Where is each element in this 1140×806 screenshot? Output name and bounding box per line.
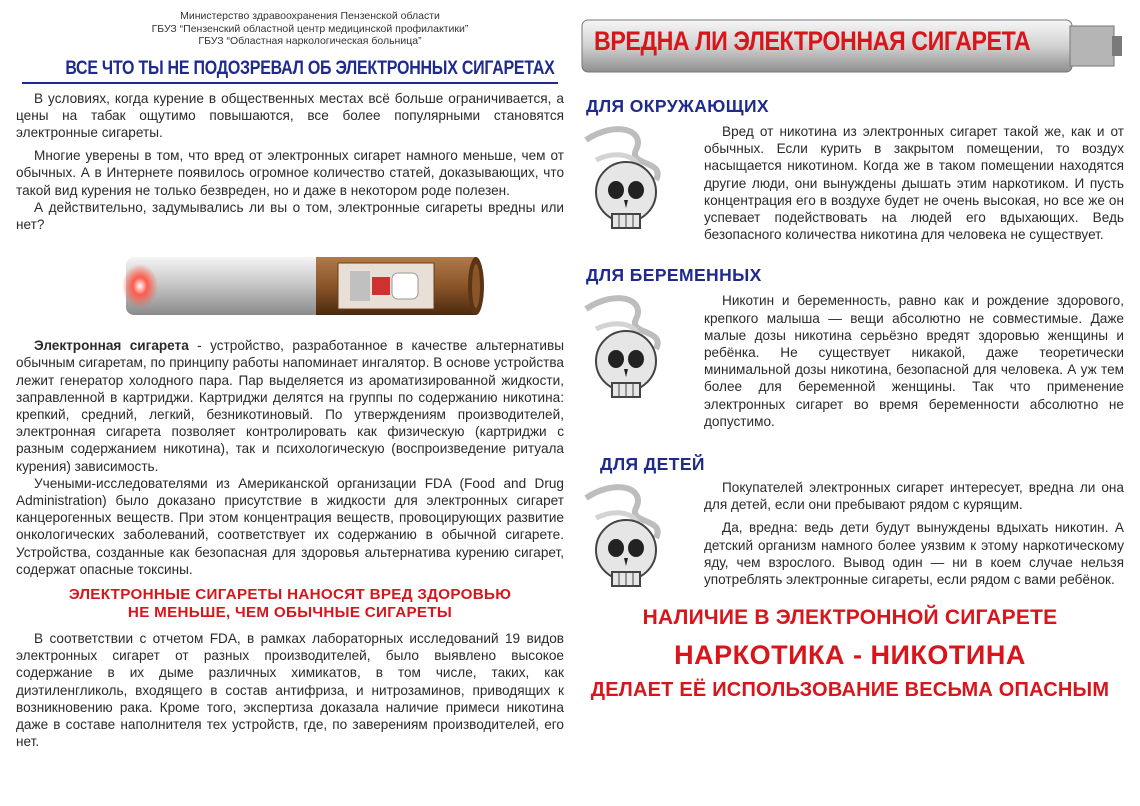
conclusion-block xyxy=(576,606,1124,702)
section-children xyxy=(576,454,1124,588)
page-title: ВСЕ ЧТО ТЫ НЕ ПОДОЗРЕВАЛ ОБ ЭЛЕКТРОННЫХ СИГАРЕТАХ xyxy=(65,56,555,79)
org-line-ministry: Министерство здравоохранения Пензенской области xyxy=(180,10,440,22)
banner-title: ВРЕДНА ЛИ ЭЛЕКТРОННАЯ СИГАРЕТА xyxy=(594,26,1031,56)
intro-paragraph-1: В условиях, когда курение в общественных местах всё больше ограничивается, а цены на табак ощутимо повышаются, все более популярными становятся электронные сигареты. xyxy=(16,90,564,140)
section-heading-surroundings: ДЛЯ ОКРУЖАЮЩИХ xyxy=(586,96,769,116)
definition-term: Электронная сигарета xyxy=(34,338,189,354)
title-banner xyxy=(580,10,1124,82)
section-paragraph: Да, вредна: ведь дети будут вынуждены вдыхать никотин. А детский организм намного более уязвим к этому наркотическому яду, чем взрослого. Вывод один — ни в коем случае нельзя употреблять электронные сигареты, если рядом с вами ребёнок. xyxy=(704,520,1124,588)
definition-text: - устройство, разработанное в качестве альтернативы обычным сигаретам, по принципу работы напоминает ингалятор. В основе устройства лежит генератор холодного пара. Пар выделяется из ароматизированной жидкости, заправленной в картриджи. Картриджи делятся на группы по содержанию никотина: крепкий, средний, легкий, безникотиновый. По утверждениям производителей, электронная сигарета позволяет контролировать как физическую (картриджи с разным содержанием никотина), так и психологическую (воспроизведение ритуала курения) зависимость. xyxy=(16,338,564,474)
org-line-narcology-hospital: ГБУЗ “Областная наркологическая больница” xyxy=(198,35,422,47)
org-line-prevention-center: ГБУЗ “Пензенский областной центр медицинской профилактики” xyxy=(151,22,469,35)
section-heading-children: ДЛЯ ДЕТЕЙ xyxy=(600,454,705,475)
fda-paragraph: Учеными-исследователями из Американской организации FDA (Food and Drug Administration) было доказано присутствие в жидкости для электронных сигарет канцерогенных веществ. При этом концентрация веществ, провоцирующих развитие онкологических заболеваний, соответствует их содержанию в обычной сигарете. Устройства, созданные как безопасная для здоровья альтернатива курению сигарет, содержат опасные токсины. xyxy=(16,475,564,577)
left-column xyxy=(16,10,564,800)
skull-smoke-illustration xyxy=(576,478,696,603)
right-column xyxy=(576,10,1124,800)
skull-smoke-illustration xyxy=(576,120,696,245)
organization-header xyxy=(56,10,564,48)
e-cigarette-illustration xyxy=(16,247,564,325)
harm-warning-line-2: НЕ МЕНЬШЕ, ЧЕМ ОБЫЧНЫЕ СИГАРЕТЫ xyxy=(127,603,453,621)
section-paragraph: Никотин и беременность, равно как и рождение здорового, крепкого малыша — вещи абсолютно не совместимые. Даже малые дозы никотина серьёзно вредят здоровью женщины и ребёнка. Не существует никакой, даже теоретически минимальной дозы никотина, безопасной для человека. А уж тем более для беременной женщины. Так что применение электронных сигарет во время беременности абсолютно не допустимо. xyxy=(704,293,1124,429)
section-body-children xyxy=(704,479,1124,588)
harm-warning-line-1: ЭЛЕКТРОННЫЕ СИГАРЕТЫ НАНОСЯТ ВРЕД ЗДОРОВЬЮ xyxy=(68,585,512,603)
skull-smoke-illustration xyxy=(576,289,696,414)
section-heading-pregnant: ДЛЯ БЕРЕМЕННЫХ xyxy=(586,265,762,286)
section-surroundings xyxy=(576,96,1124,243)
intro-question: А действительно, задумывались ли вы о том, электронные сигареты вредны или нет? xyxy=(16,199,564,232)
conclusion-line-2: НАРКОТИКА - НИКОТИНА xyxy=(674,640,1026,671)
section-pregnant xyxy=(576,265,1124,430)
definition-paragraph xyxy=(16,337,564,475)
section-paragraph: Вред от никотина из электронных сигарет такой же, как и от обычных. Если курить в закрытом помещении, то воздух насыщается никотином. Когда же в таком помещении находятся другие люди, они вынуждены дышать этим наркотиком. И пусть концентрация его в воздухе будет не очень высокая, но все же он успевает подействовать на людей его вдыхающих. Ведь безопасного количества никотина для человека не существует. xyxy=(704,124,1124,243)
section-body-pregnant xyxy=(704,292,1124,430)
section-paragraph: Покупателей электронных сигарет интересует, вредна ли она для детей, если они пребывают рядом с курящим. xyxy=(704,480,1124,513)
conclusion-line-3: ДЕЛАЕТ ЕЁ ИСПОЛЬЗОВАНИЕ ВЕСЬМА ОПАСНЫМ xyxy=(590,679,1110,702)
fda-report-paragraph: В соответствии с отчетом FDA, в рамках лабораторных исследований 19 видов электронных сигарет от разных производителей, было выявлено высокое содержание в их дыме различных химикатов, в том числе, таких, как диэтиленгликоль, входящего в состав антифриза, и нитрозаминов, приводящих к возникновению рака. Кроме того, экспертиза доказала наличие примеси никотина даже в составе наполнителя тех устройств, где, по заверениям производителей, его нет. xyxy=(16,630,564,750)
intro-paragraph-2: Многие уверены в том, что вред от электронных сигарет намного меньше, чем от обычных. А в Интернете появилось огромное количество статей, доказывающих, что такой вид курения не только безвреден, но и даже в некотором роде полезен. xyxy=(16,148,564,198)
harm-warning-heading xyxy=(16,586,564,622)
conclusion-line-1: НАЛИЧИЕ В ЭЛЕКТРОННОЙ СИГАРЕТЕ xyxy=(642,606,1058,630)
section-body-surroundings xyxy=(704,123,1124,243)
